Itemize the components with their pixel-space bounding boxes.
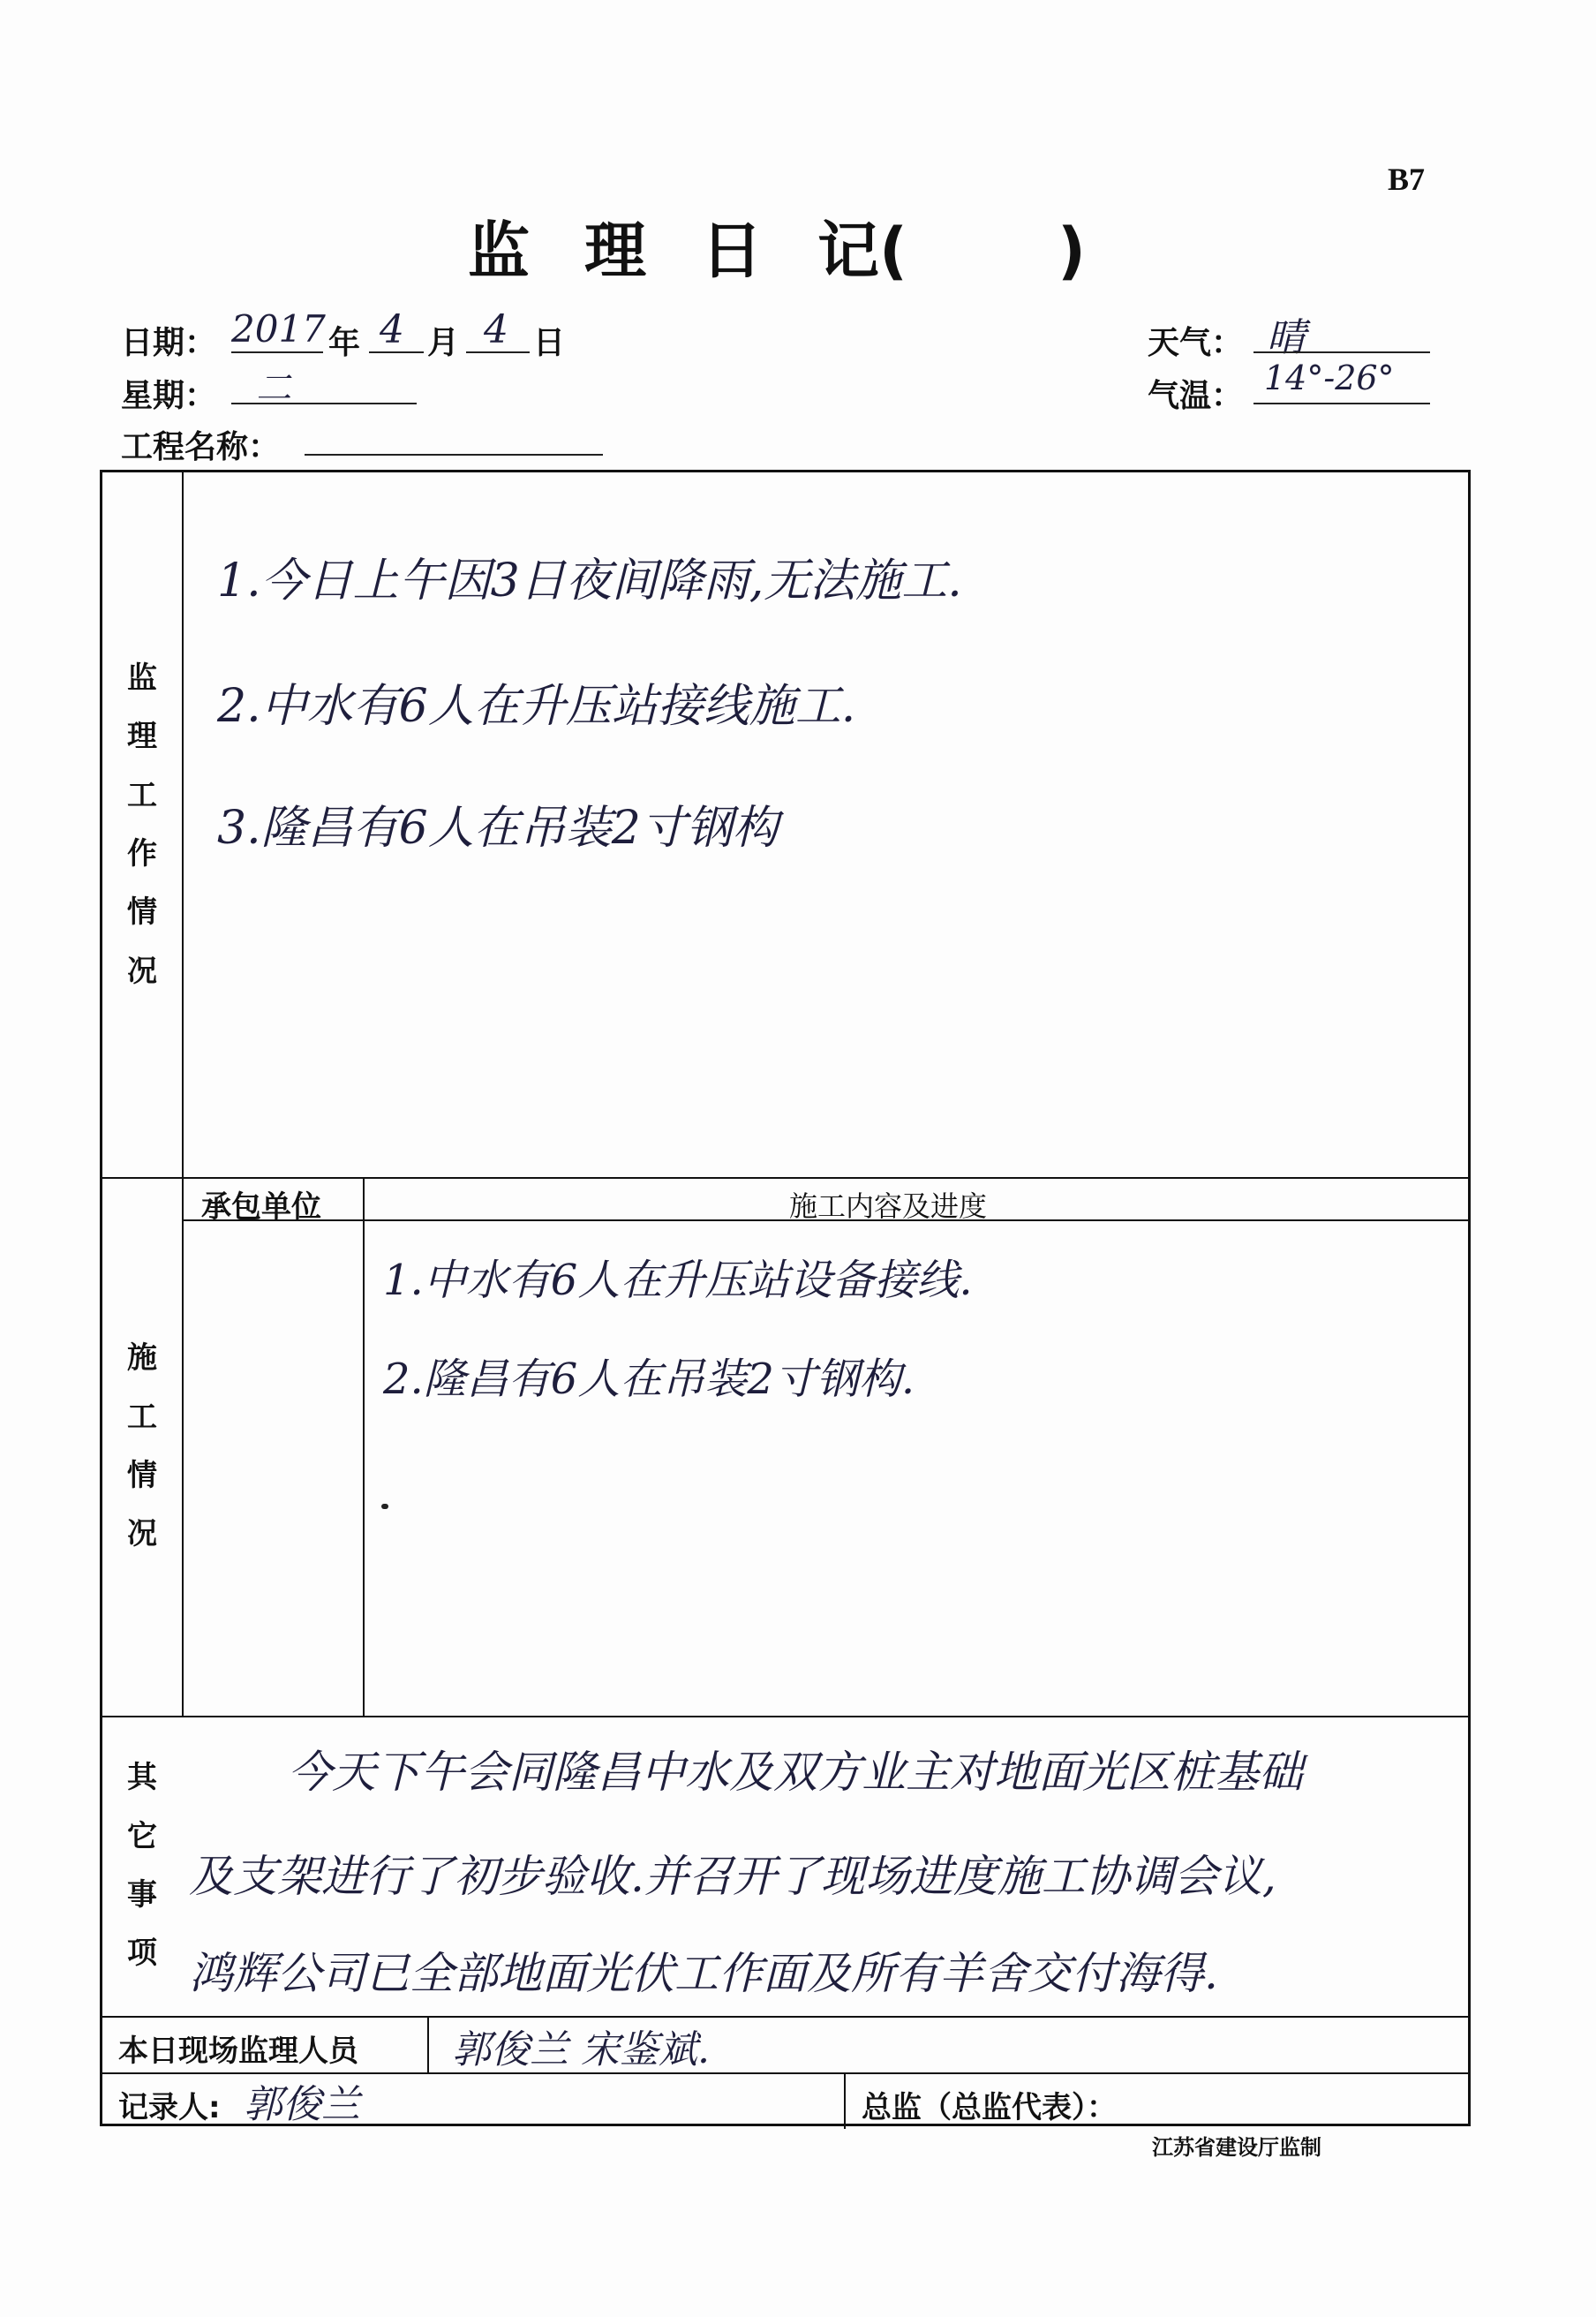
other-line: 及支架进行了初步验收.并召开了现场进度施工协调会议,: [189, 1851, 1276, 1902]
title-char: 记: [817, 215, 879, 287]
other-line: 今天下午会同隆昌中水及双方业主对地面光区桩基础: [288, 1747, 1303, 1798]
title-paren-close: ): [1058, 215, 1086, 287]
other-line: 鸿辉公司已全部地面光伏工作面及所有羊舍交付海得.: [189, 1948, 1218, 1999]
date-label: 日期：: [121, 325, 217, 361]
staff-names: 郭俊兰 宋鉴斌.: [452, 2027, 710, 2072]
day-unit: 日: [533, 325, 566, 361]
date-month: 4: [380, 307, 404, 352]
construction-section-label: 施 工 情 况: [127, 1340, 157, 1552]
title-char: 监: [468, 215, 530, 287]
construction-line: 1.中水有6人在升压站设备接线.: [383, 1256, 973, 1305]
month-unit: 月: [427, 325, 460, 361]
diary-form: [100, 470, 1471, 2126]
content-column-header: 施工内容及进度: [789, 1189, 988, 1223]
year-unit: 年: [328, 325, 361, 361]
chief-label: 总监（总监代表）：: [862, 2090, 1117, 2125]
supervision-section-label: 监 理 工 作 情 况: [127, 660, 157, 989]
supervision-line: 1.今日上午因3日夜间降雨,无法施工.: [217, 555, 962, 608]
construction-line: 2.隆昌有6人在吊装2寸钢构.: [383, 1355, 915, 1404]
other-section-label: 其 它 事 项: [127, 1760, 157, 1972]
supervision-line: 3.隆昌有6人在吊装2寸钢构: [217, 802, 779, 855]
weekday-label: 星期：: [121, 378, 217, 414]
weekday-value: 二: [256, 368, 291, 409]
recorder-name: 郭俊兰: [244, 2082, 360, 2127]
title-char: 理: [584, 215, 646, 287]
page-title: [468, 201, 1086, 291]
supervision-line: 2.中水有6人在升压站接线施工.: [217, 680, 856, 733]
title-char: 日: [701, 215, 763, 287]
weather-value: 晴: [1267, 315, 1306, 360]
issuer-footer: 江苏省建设厅监制: [1152, 2135, 1321, 2160]
title-paren-open: (: [879, 215, 907, 287]
form-code: B7: [1388, 162, 1426, 197]
date-day: 4: [484, 307, 508, 352]
contractor-column-header: 承包单位: [201, 1189, 321, 1225]
recorder-label: 记录人:: [118, 2090, 221, 2125]
date-year: 2017: [231, 307, 326, 351]
project-name-label: 工程名称：: [121, 429, 281, 465]
staff-label: 本日现场监理人员: [118, 2034, 358, 2069]
temperature-value: 14°-26°: [1264, 358, 1395, 397]
temperature-label: 气温：: [1148, 378, 1244, 414]
weather-label: 天气：: [1148, 325, 1244, 361]
